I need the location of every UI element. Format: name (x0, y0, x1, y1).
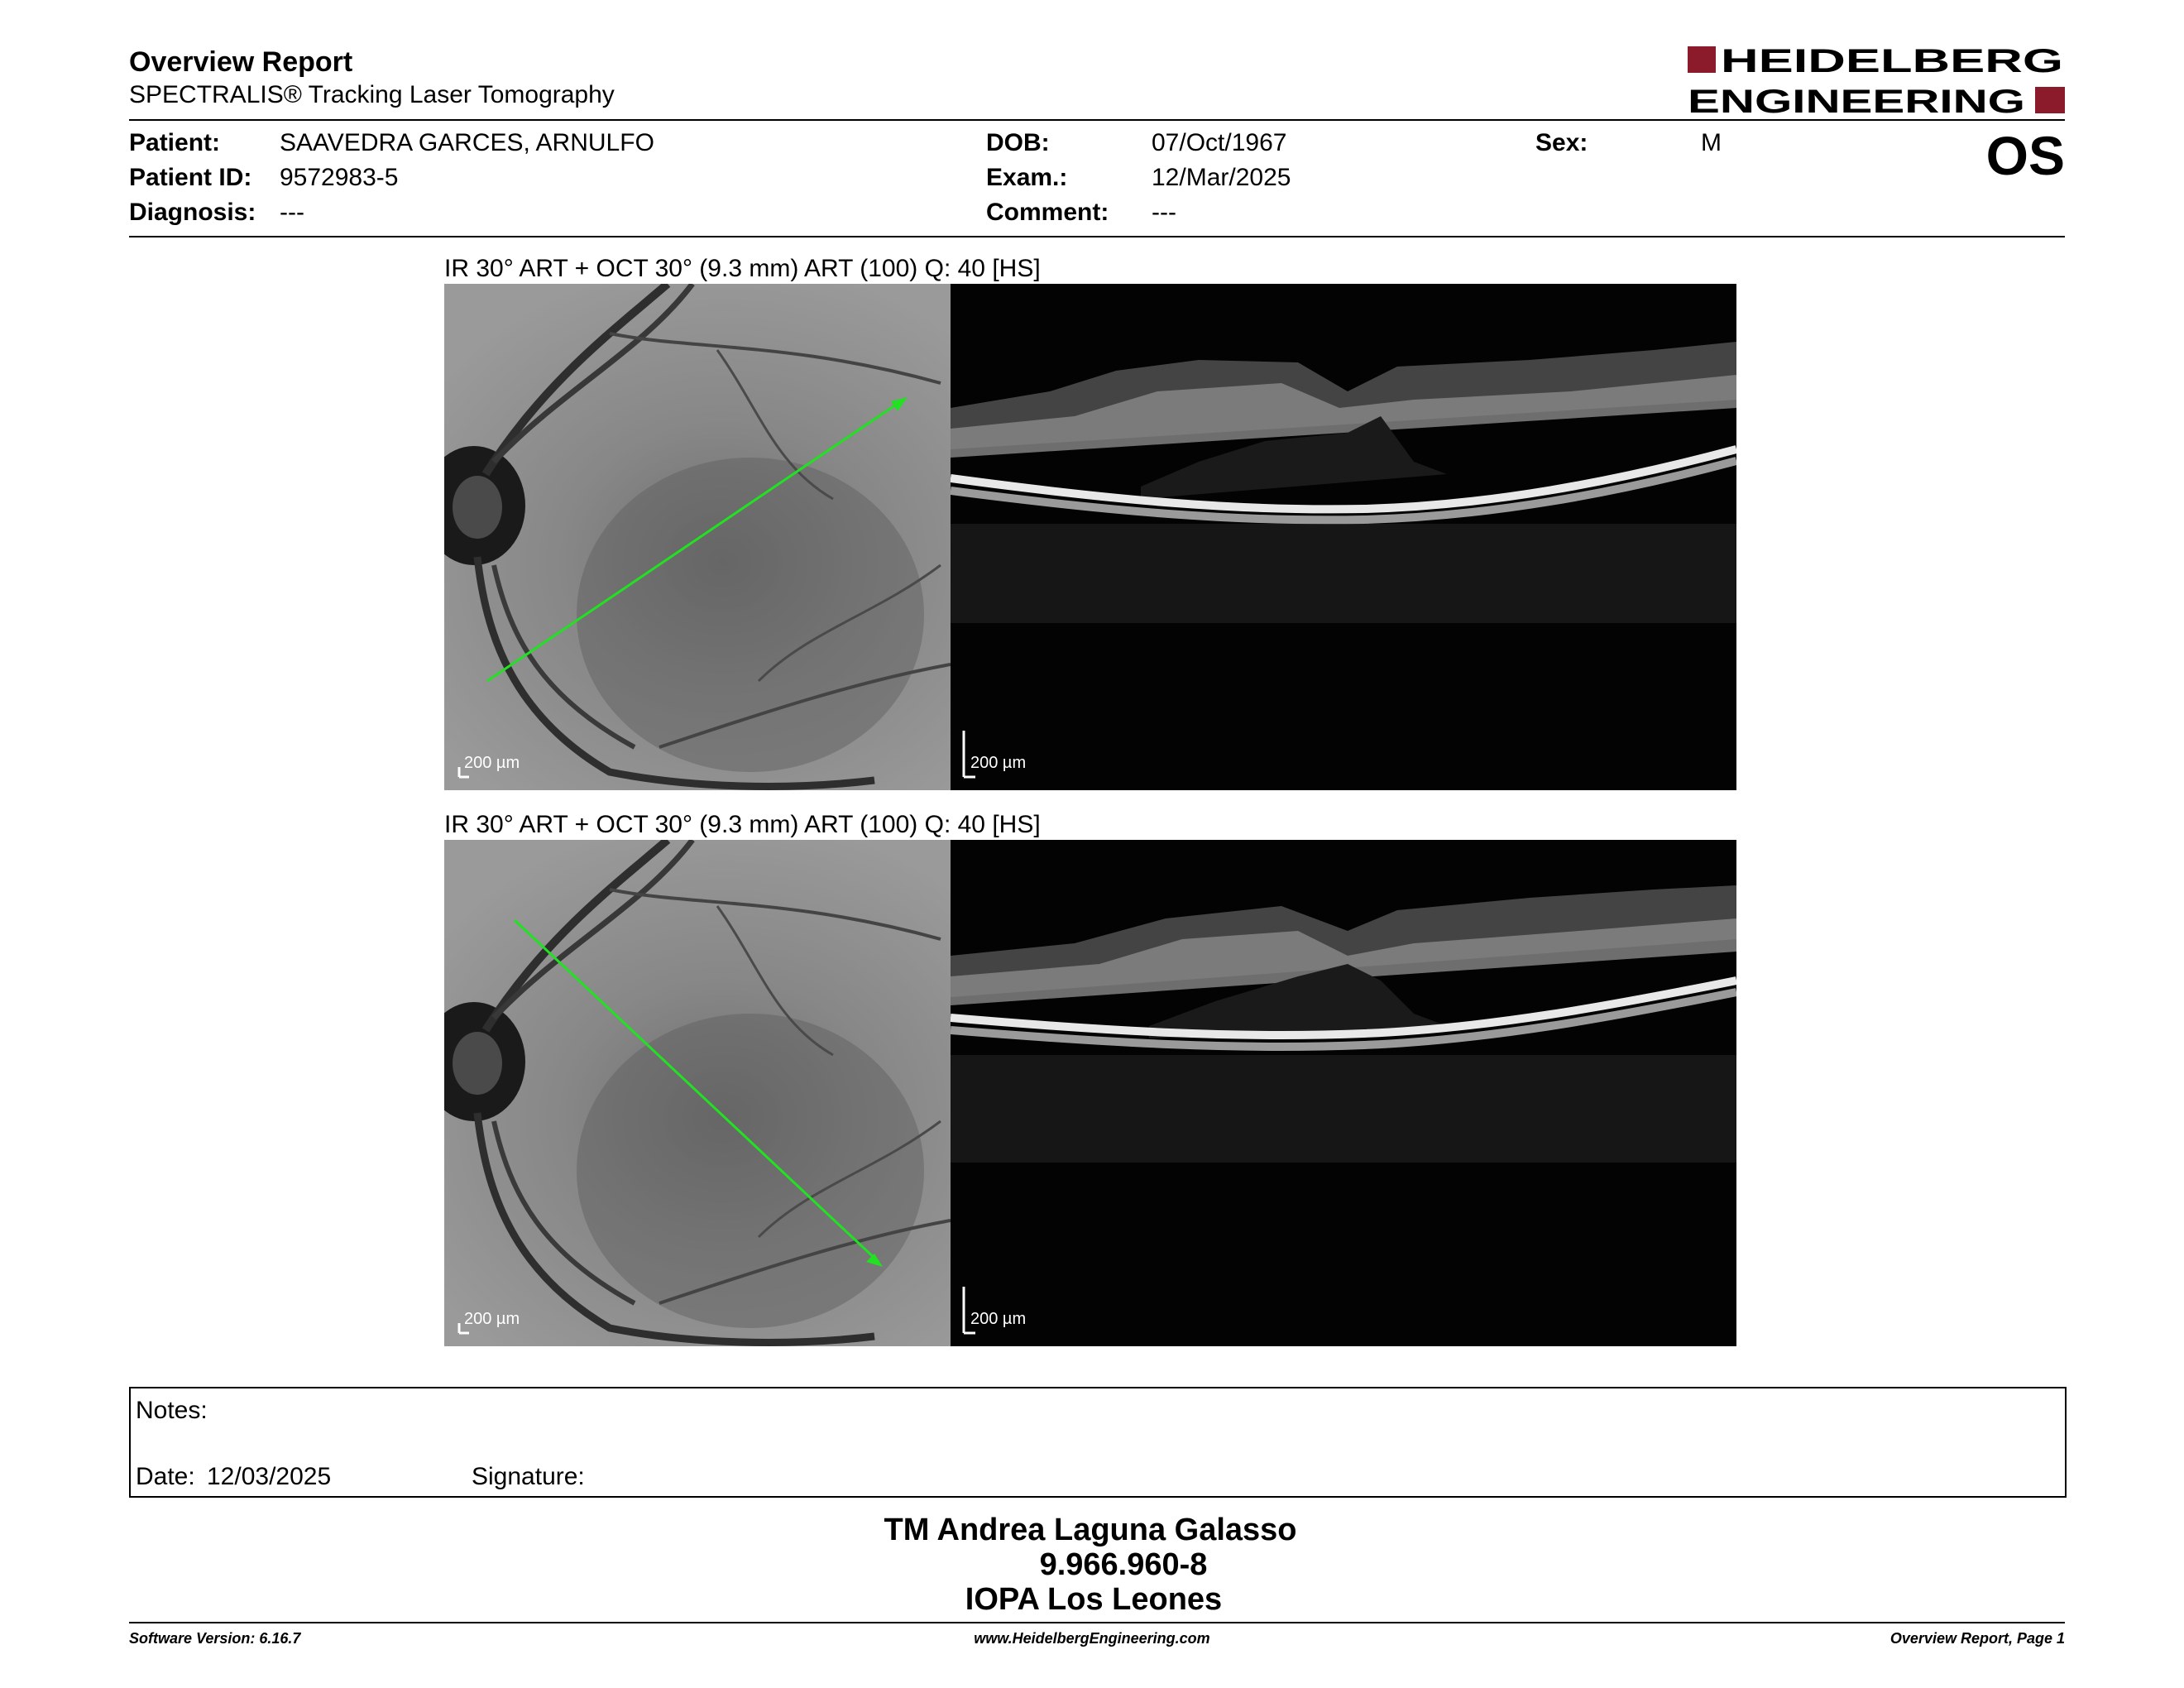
notes-label: Notes: (136, 1397, 208, 1424)
page-indicator: Overview Report, Page 1 (1889, 1630, 2065, 1647)
notes-box (129, 1387, 2067, 1498)
logo-square-top (1688, 46, 1716, 73)
date-label: Date: (136, 1463, 195, 1490)
diagnosis-label: Diagnosis: (129, 199, 256, 226)
heidelberg-logo (1688, 45, 2065, 116)
fundus-drawing-1 (444, 284, 951, 790)
report-title: Overview Report (129, 46, 353, 78)
scan-arrow-icon (891, 397, 908, 411)
fundus-image-2 (444, 840, 951, 1346)
footer-rule (129, 1622, 2065, 1623)
sex-label: Sex: (1535, 129, 1588, 156)
diagnosis-value: --- (280, 199, 304, 226)
eye-indicator: OS (1985, 125, 2065, 186)
header-rule (129, 119, 2065, 121)
patient-id-label: Patient ID: (129, 164, 252, 191)
oct-drawing-2 (951, 840, 1736, 1346)
comment-value: --- (1152, 199, 1176, 226)
oct-scale-label-2: 200 µm (970, 1310, 1027, 1328)
oct-scale-label-1: 200 µm (970, 754, 1027, 772)
signer-rut: 9.966.960-8 (1039, 1547, 1208, 1582)
exam-value: 12/Mar/2025 (1152, 164, 1291, 191)
software-version: Software Version: 6.16.7 (129, 1630, 301, 1647)
comment-label: Comment: (986, 199, 1109, 226)
info-rule (129, 236, 2065, 237)
scan-caption-2: IR 30° ART + OCT 30° (9.3 mm) ART (100) Q: 40 [HS] (444, 811, 1041, 838)
fundus-image-1 (444, 284, 951, 790)
logo-text-top: HEIDELBERG (1721, 45, 2063, 79)
signer-institution: IOPA Los Leones (965, 1582, 1223, 1617)
dob-label: DOB: (986, 129, 1050, 156)
patient-id: 9572983-5 (280, 164, 399, 191)
logo-text-bottom: ENGINEERING (1688, 84, 2025, 116)
patient-name: SAAVEDRA GARCES, ARNULFO (280, 129, 654, 156)
oct-bscan-2 (951, 840, 1736, 1346)
fundus-scale-label-2: 200 µm (464, 1310, 520, 1328)
exam-label: Exam.: (986, 164, 1068, 191)
sex-value: M (1701, 129, 1722, 156)
patient-label: Patient: (129, 129, 221, 156)
fundus-drawing-2 (444, 840, 951, 1346)
signature-label: Signature: (472, 1463, 585, 1490)
report-subtitle: SPECTRALIS® Tracking Laser Tomography (129, 81, 615, 108)
signer-name: TM Andrea Laguna Galasso (884, 1513, 1297, 1547)
oct-bscan-1 (951, 284, 1736, 790)
logo-square-bottom (2035, 87, 2065, 113)
scan-caption-1: IR 30° ART + OCT 30° (9.3 mm) ART (100) Q: 40 [HS] (444, 255, 1041, 282)
website-link[interactable]: www.HeidelbergEngineering.com (974, 1630, 1210, 1647)
dob-value: 07/Oct/1967 (1152, 129, 1287, 156)
date-value: 12/03/2025 (207, 1463, 332, 1490)
oct-drawing-1 (951, 284, 1736, 790)
fundus-scale-label-1: 200 µm (464, 754, 520, 772)
